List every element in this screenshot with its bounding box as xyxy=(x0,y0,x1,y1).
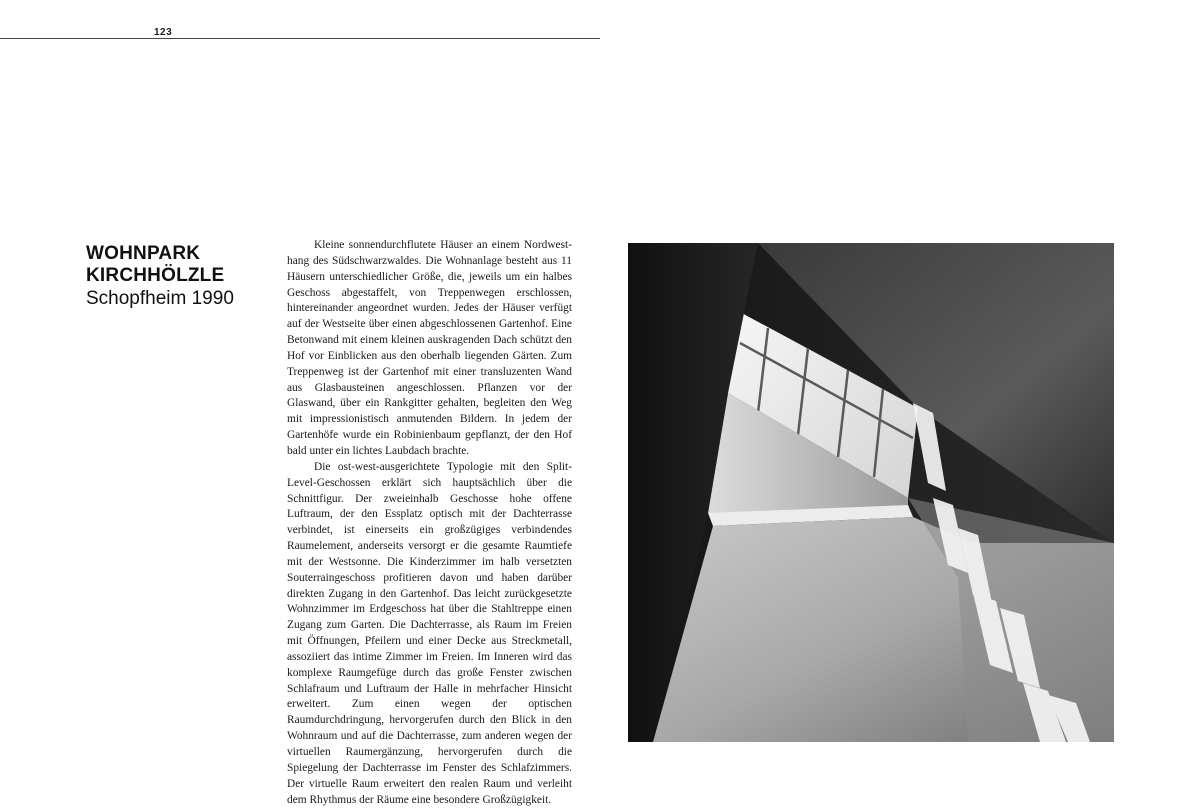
architecture-photo xyxy=(628,243,1114,742)
interior-light-photo xyxy=(628,243,1114,742)
project-title-line-1: WOHNPARK xyxy=(86,243,201,264)
title-block xyxy=(86,243,266,310)
page-number: 123 xyxy=(154,27,173,38)
body-paragraph-1: Kleine sonnendurchflutete Häuser an einem Nordwesthang des Südschwarzwaldes. Die Wohnanlage besteht aus 11 Häusern unterschiedlicher Größe, die, jeweils um ein halbes Geschoss abgestaffelt, von Treppenwegen erschlossen, hintereinander angeordnet wurden. Jedes der Häuser verfügt auf der Westseite über einen abgeschlossenen Gartenhof. Eine Betonwand mit einem kleinen auskragenden Dach schützt den Hof vor Einblicken aus den oberhalb liegenden Gärten. Zum Treppenweg ist der Gartenhof mit einer transluzenten Wand aus Glasbausteinen angeschlossen. Pflanzen vor der Glaswand, über ein Rankgitter gehalten, begleiten den Weg mit impressionistisch anmutenden Bildern. In jedem der Gartenhöfe wurde ein Robinienbaum gepflanzt, der den Hof bald unter ein lichtes Laubdach brachte. xyxy=(287,239,572,457)
project-title-line-2: KIRCHHÖLZLE xyxy=(86,265,225,286)
body-paragraph-2: Die ost-west-ausgerichtete Typologie mit den Split-Level-Geschossen erklärt sich hauptsächlich über die Schnittfigur. Der zweieinhalb Geschosse hohe offene Luftraum, der den Essplatz optisch mit der Dachterrasse verbindet, ist einerseits ein großzügiges verbindendes Raumelement, anderseits versorgt er die gesamte Raumtiefe mit der Westsonne. Die Kinderzimmer im halb versetzten Souterraingeschoss profitieren davon und haben darüber direkten Zugang in den Gartenhof. Das leicht zurückgesetzte Wohnzimmer im Erdgeschoss hat über die Stahltreppe einen Zugang zum Garten. Die Dachterrasse, als Raum im Freien mit Öffnungen, Pfeilern und einer Decke aus Streckmetall, assoziiert das intime Zimmer im Freien. Im Inneren wird das komplexe Raumgefüge durch das große Fenster zwischen Schlafraum und Luftraum der Halle in mehrfacher Hinsicht erweitert. Zum einen wegen der optischen Raumdurchdringung, hervorgerufen durch den Blick in den Wohnraum und auf die Dachterrasse, zum anderen wegen der virtuellen Raumergänzung, hervorgerufen durch die Spiegelung der Dachterrasse im Fenster des Schlafzimmers. Der virtuelle Raum erweitert den realen Raum und verleiht dem Rhythmus der Räume eine besondere Großzügigkeit. xyxy=(287,460,572,806)
body-text xyxy=(287,238,572,808)
project-location-year: Schopfheim 1990 xyxy=(86,288,234,309)
header-rule xyxy=(0,38,600,39)
